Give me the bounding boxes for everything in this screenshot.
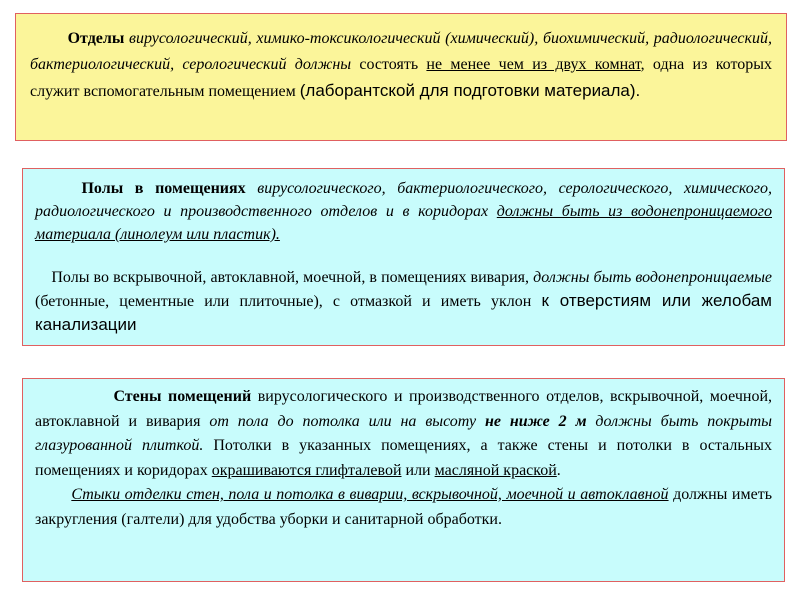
- floors-text-box: [22, 168, 785, 346]
- min-height-note: не ниже 2 м: [484, 412, 587, 430]
- floors-paragraph-1: Полы в помещениях вирусологического, бактериологического, серологического, химического, радиологического и производственного отделов и в коридорах должны быть из водонепроницаемого материала (линолеум или пластик).: [35, 180, 772, 243]
- walls-lead: Стены помещений: [113, 388, 252, 405]
- walls-text-box: [22, 378, 785, 582]
- drain-slope-note: к отверстиям или желобам канализации: [35, 291, 772, 334]
- floors-lead: Полы в помещениях: [81, 180, 246, 197]
- departments-list: вирусологический, химико-токсикологический (химический), биохимический, радиологический, бактериологический, серологический должны: [30, 30, 773, 73]
- joints-note: Стыки отделки стен, пола и потолка в виварии, вскрывочной, моечной и автоклавной: [71, 486, 669, 503]
- departments-text-box: [15, 13, 787, 141]
- waterproof-requirement: должны быть из водонепроницаемого материала (линолеум или пластик).: [35, 203, 772, 243]
- walls-paragraph-1: Стены помещений вирусологического и производственного отделов, вскрывочной, моечной, автоклавной и вивария от пола до потолка или на высоту не ниже 2 м должны быть покрыты глазурованной плиткой. Потолки в указанных помещениях, а также стены и потолки в остальных помещениях и коридорах окрашиваются глифталевой или масляной краской.: [35, 388, 773, 479]
- walls-paragraph-2: Стыки отделки стен, пола и потолка в виварии, вскрывочной, моечной и автоклавной должны иметь закругления (галтели) для удобства уборки и санитарной обработки.: [35, 486, 773, 528]
- rooms-requirement: не менее чем из двух комнат: [426, 56, 641, 73]
- auxiliary-room-note: (лаборантской для подготовки материала).: [299, 81, 641, 100]
- floors-paragraph-2: Полы во вскрывочной, автоклавной, моечной, в помещениях вивария, должны быть водонепроницаемые (бетонные, цементные или плиточные), с отмазкой и иметь уклон к отверстиям или желобам канализации: [35, 269, 773, 334]
- departments-paragraph: Отделы вирусологический, химико-токсикологический (химический), биохимический, радиологический, бактериологический, серологический должны состоять не менее чем из двух комнат, одна из которых служит вспомогательным помещением (лаборантской для подготовки материала).: [30, 30, 773, 100]
- departments-lead: Отделы: [67, 30, 125, 47]
